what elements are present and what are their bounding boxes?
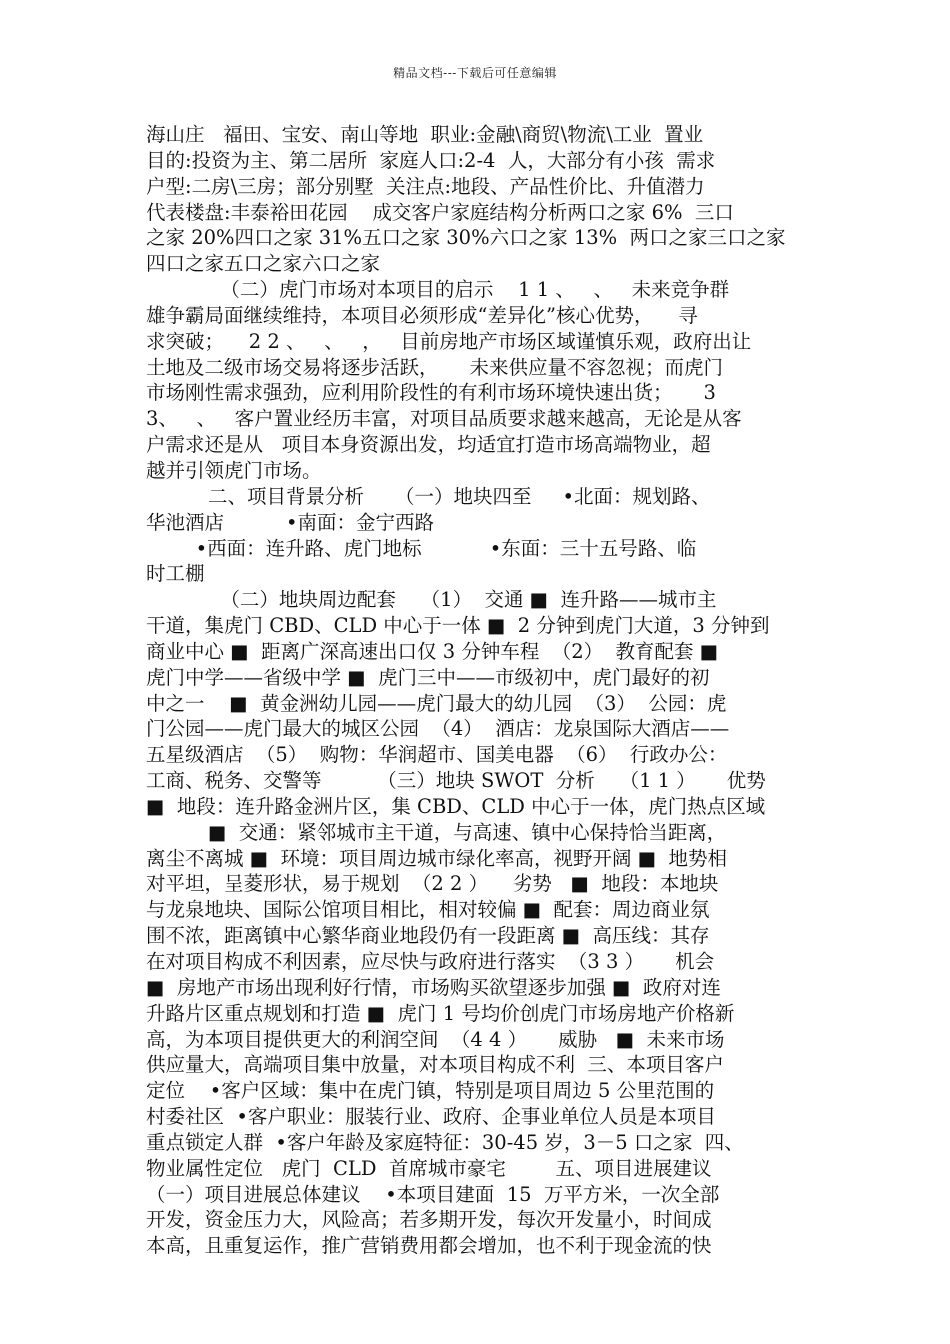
text-line: 与龙泉地块、国际公馆项目相比，相对较偏 ■ 配套：周边商业氛 <box>146 898 710 922</box>
text-line: 时工棚 <box>146 562 205 586</box>
text-line: 干道，集虎门 CBD、CLD 中心于一体 ■ 2 分钟到虎门大道，3 分钟到 <box>146 614 770 638</box>
text-line: 户需求还是从 项目本身资源出发，均适宜打造市场高端物业，超 <box>146 433 711 457</box>
text-line: 商业中心 ■ 距离广深高速出口仅 3 分钟车程 （2） 教育配套 ■ <box>146 639 719 663</box>
text-line: 在对项目构成不利因素，应尽快与政府进行落实 （3 3 ） 机会 <box>146 950 715 973</box>
text-line: ■ 房地产市场出现利好行情，市场购买欲望逐步加强 ■ 政府对连 <box>146 975 721 999</box>
text-line: 工商、税务、交警等 （三）地块 SWOT 分析 （1 1 ） 优势 <box>146 769 766 793</box>
text-line: 代表楼盘:丰泰裕田花园 成交客户家庭结构分析两口之家 6% 三口 <box>146 200 734 224</box>
text-line: 重点锁定人群 •客户年龄及家庭特征：30-45 岁，3－5 口之家 四、 <box>146 1130 744 1154</box>
text-line: 四口之家五口之家六口之家 <box>146 252 381 276</box>
text-line: 围不浓，距离镇中心繁华商业地段仍有一段距离 ■ 高压线：其存 <box>146 924 710 948</box>
text-line: （二）地块周边配套 （1） 交通 ■ 连升路——城市主 <box>146 588 717 612</box>
text-line: 供应量大，高端项目集中放量，对本项目构成不利 三、本项目客户 <box>146 1053 724 1077</box>
text-line: ■ 地段：连升路金洲片区，集 CBD、CLD 中心于一体，虎门热点区域 <box>146 794 766 818</box>
text-line: 之家 20%四口之家 31%五口之家 30%六口之家 13% 两口之家三口之家 <box>146 226 786 250</box>
text-line: 3、 、 客户置业经历丰富，对项目品质要求越来越高，无论是从客 <box>146 407 742 431</box>
text-line: （一）项目进展总体建议 •本项目建面 15 万平方米，一次全部 <box>146 1182 720 1206</box>
text-line: 对平坦，呈菱形状，易于规划 （2 2 ） 劣势 ■ 地段：本地块 <box>146 872 719 896</box>
text-line: 二、项目背景分析 （一）地块四至 •北面：规划路、 <box>146 484 711 508</box>
text-line: •西面：连升路、虎门地标 •东面：三十五号路、临 <box>146 536 697 560</box>
text-line: 离尘不离城 ■ 环境：项目周边城市绿化率高，视野开阔 ■ 地势相 <box>146 846 728 870</box>
text-line: 门公园——虎门最大的城区公园 （4） 酒店：龙泉国际大酒店—— <box>146 717 730 741</box>
text-line: 定位 •客户区域：集中在虎门镇，特别是项目周边 5 公里范围的 <box>146 1079 715 1103</box>
text-line: 物业属性定位 虎门 CLD 首席城市豪宅 五、项目进展建议 <box>146 1156 712 1180</box>
text-line: 开发，资金压力大，风险高；若多期开发，每次开发量小，时间成 <box>146 1208 712 1232</box>
text-line: 高，为本项目提供更大的利润空间 （4 4 ） 威胁 ■ 未来市场 <box>146 1027 725 1051</box>
text-line: 市场刚性需求强劲，应利用阶段性的有利市场环境快速出货； 3 <box>146 381 716 405</box>
text-line: 村委社区 •客户职业：服装行业、政府、企事业单位人员是本项目 <box>146 1105 716 1129</box>
text-line: 土地及二级市场交易将逐步活跃， 未来供应量不容忽视；而虎门 <box>146 355 723 379</box>
text-line: 升路片区重点规划和打造 ■ 虎门 1 号均价创虎门市场房地产价格新 <box>146 1001 735 1025</box>
text-line: ■ 交通：紧邻城市主干道，与高速、镇中心保持恰当距离， <box>146 820 727 844</box>
text-line: 目的:投资为主、第二居所 家庭人口:2-4 人，大部分有小孩 需求 <box>146 148 716 172</box>
text-line: 越并引领虎门市场。 <box>146 458 322 482</box>
page-header: 精品文档---下载后可任意编辑 <box>393 66 557 80</box>
document-body <box>146 122 810 1259</box>
text-line: 中之一 ■ 黄金洲幼儿园——虎门最大的幼儿园 （3） 公园：虎 <box>146 691 727 715</box>
text-line: （二）虎门市场对本项目的启示 1 1 、 、 未来竞争群 <box>146 278 730 302</box>
text-line: 虎门中学——省级中学 ■ 虎门三中——市级初中，虎门最好的初 <box>146 665 710 689</box>
text-line: 五星级酒店 （5） 购物：华润超市、国美电器 （6） 行政办公： <box>146 743 728 767</box>
text-line: 海山庄 福田、宝安、南山等地 职业:金融\商贸\物流\工业 置业 <box>146 123 704 146</box>
text-line: 户型:二房\三房；部分别墅 关注点:地段、产品性价比、升值潜力 <box>146 174 705 198</box>
text-line: 本高，且重复运作，推广营销费用都会增加，也不利于现金流的快 <box>146 1234 712 1258</box>
text-line: 雄争霸局面继续维持，本项目必须形成“差异化”核心优势， 寻 <box>146 303 698 327</box>
text-line: 华池酒店 •南面：金宁西路 <box>146 510 434 534</box>
text-line: 求突破； 2 2 、 、 ， 目前房地产市场区域谨慎乐观，政府出让 <box>146 329 752 353</box>
